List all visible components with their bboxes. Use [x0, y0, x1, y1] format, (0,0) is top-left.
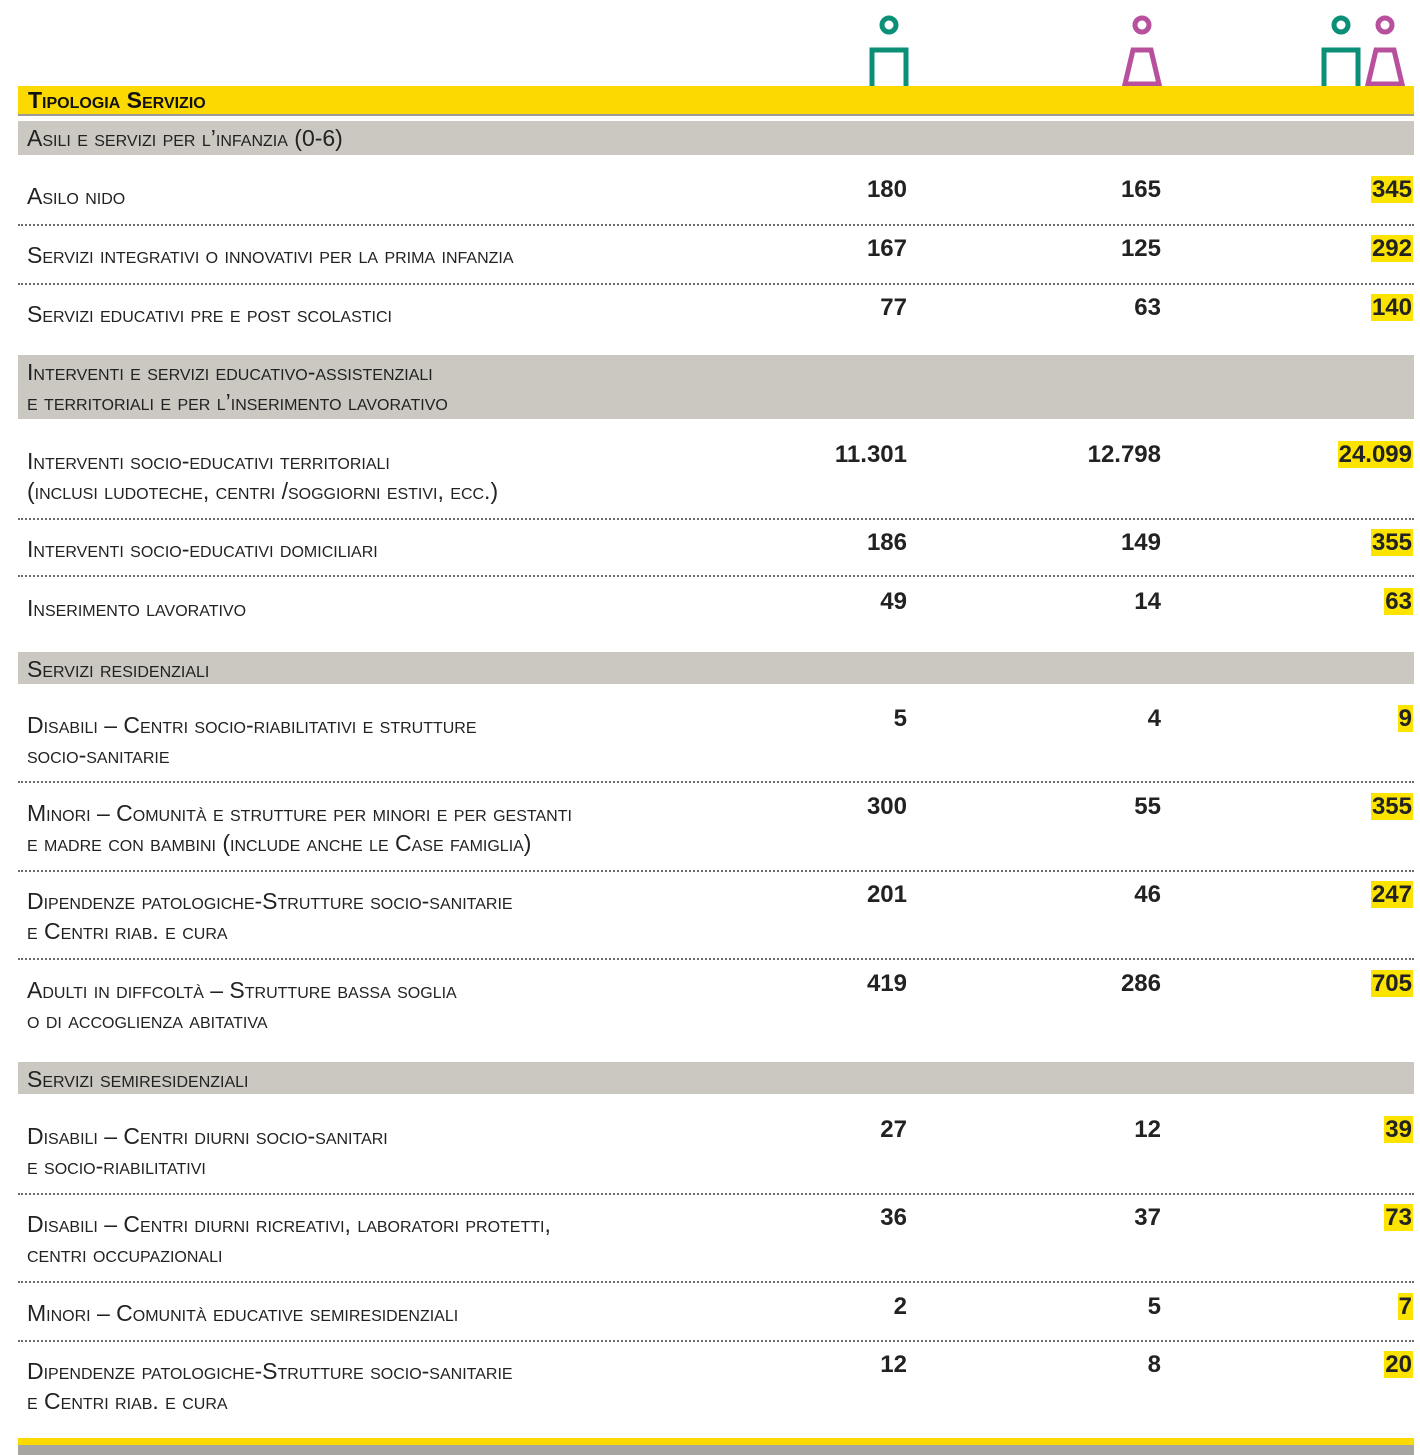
female-count: 12.798: [1087, 441, 1161, 468]
total-count: 73: [1385, 1204, 1412, 1231]
female-count: 5: [1147, 1293, 1161, 1320]
row-label: Disabili – Centri socio-riabilitativi e strutture socio-sanitarie: [27, 712, 477, 768]
male-count: 300: [866, 793, 907, 820]
female-count: 14: [1134, 588, 1161, 615]
male-count: 201: [866, 881, 907, 908]
row-label: Disabili – Centri diurni socio-sanitari e socio-riabilitativi: [27, 1123, 388, 1179]
total-count: 355: [1371, 529, 1412, 556]
section-header: [18, 355, 1414, 419]
row-label: Dipendenze patologiche-Strutture socio-sanitarie e Centri riab. e cura: [27, 888, 513, 944]
section-header: [18, 121, 1414, 155]
male-count: 2: [893, 1293, 907, 1320]
male-count: 11.301: [834, 441, 907, 468]
row-divider: [18, 1281, 1414, 1283]
row-divider: [18, 575, 1414, 577]
table-footer-band: [18, 1438, 1414, 1455]
male-count: 77: [880, 294, 907, 321]
male-count: 12: [880, 1351, 907, 1378]
total-count: 705: [1371, 970, 1412, 997]
total-count: 24.099: [1338, 441, 1412, 468]
total-count: 63: [1385, 588, 1412, 615]
total-count: 247: [1371, 881, 1412, 908]
total-count: 345: [1371, 176, 1412, 203]
female-count: 165: [1120, 176, 1161, 203]
male-count: 36: [880, 1204, 907, 1231]
female-count: 37: [1134, 1204, 1161, 1231]
row-label: Minori – Comunità educative semiresidenziali: [27, 1300, 459, 1326]
female-count: 4: [1147, 705, 1161, 732]
total-count: 140: [1371, 294, 1412, 321]
total-count: 355: [1371, 793, 1412, 820]
female-count: 8: [1147, 1351, 1161, 1378]
row-divider: [18, 870, 1414, 872]
row-divider: [18, 958, 1414, 960]
row-label: Adulti in diffcoltà – Strutture bassa soglia o di accoglienza abitativa: [27, 977, 457, 1033]
row-label: Interventi socio-educativi territoriali (inclusi ludoteche, centri /soggiorni estivi, ecc.): [27, 448, 499, 504]
male-count: 419: [866, 970, 907, 997]
male-count: 186: [866, 529, 907, 556]
female-count: 46: [1134, 881, 1161, 908]
total-count: 39: [1385, 1116, 1412, 1143]
male-count: 5: [893, 705, 907, 732]
male-count: 180: [866, 176, 907, 203]
section-header: [18, 1062, 1414, 1094]
row-label: Interventi socio-educativi domiciliari: [27, 536, 378, 562]
row-divider: [18, 518, 1414, 520]
row-divider: [18, 781, 1414, 783]
total-count: 20: [1385, 1351, 1412, 1378]
row-label: Minori – Comunità e strutture per minori e per gestanti e madre con bambini (include anche le Case famiglia): [27, 800, 572, 856]
section-title-line: e territoriali e per l’inserimento lavorativo: [27, 389, 448, 415]
section-title-line: Servizi semiresidenziali: [27, 1066, 249, 1092]
row-label: Servizi integrativi o innovativi per la prima infanzia: [27, 242, 514, 268]
total-count: 292: [1371, 235, 1412, 262]
row-divider: [18, 1193, 1414, 1195]
row-divider: [18, 283, 1414, 285]
row-label: Disabili – Centri diurni ricreativi, laboratori protetti, centri occupazionali: [27, 1211, 551, 1267]
table-header: [18, 86, 1414, 116]
male-count: 27: [880, 1116, 907, 1143]
row-divider: [18, 1340, 1414, 1342]
female-count: 55: [1134, 793, 1161, 820]
row-label: Servizi educativi pre e post scolastici: [27, 301, 392, 327]
female-count: 125: [1120, 235, 1161, 262]
male-count: 49: [880, 588, 907, 615]
section-title-line: Interventi e servizi educativo-assistenziali: [27, 359, 433, 385]
section-title-line: Servizi residenziali: [27, 656, 210, 682]
total-count: 9: [1398, 705, 1412, 732]
section-header: [18, 652, 1414, 684]
female-count: 12: [1134, 1116, 1161, 1143]
row-label: Inserimento lavorativo: [27, 595, 247, 621]
row-divider: [18, 224, 1414, 226]
female-count: 286: [1120, 970, 1161, 997]
section-title-line: Asili e servizi per l’infanzia (0-6): [27, 125, 343, 151]
female-count: 149: [1120, 529, 1161, 556]
male-count: 167: [866, 235, 907, 262]
row-label: Dipendenze patologiche-Strutture socio-sanitarie e Centri riab. e cura: [27, 1358, 513, 1414]
table-header-title: Tipologia Servizio: [28, 87, 206, 113]
total-count: 7: [1398, 1293, 1412, 1320]
female-count: 63: [1134, 294, 1161, 321]
row-label: Asilo nido: [27, 183, 126, 209]
